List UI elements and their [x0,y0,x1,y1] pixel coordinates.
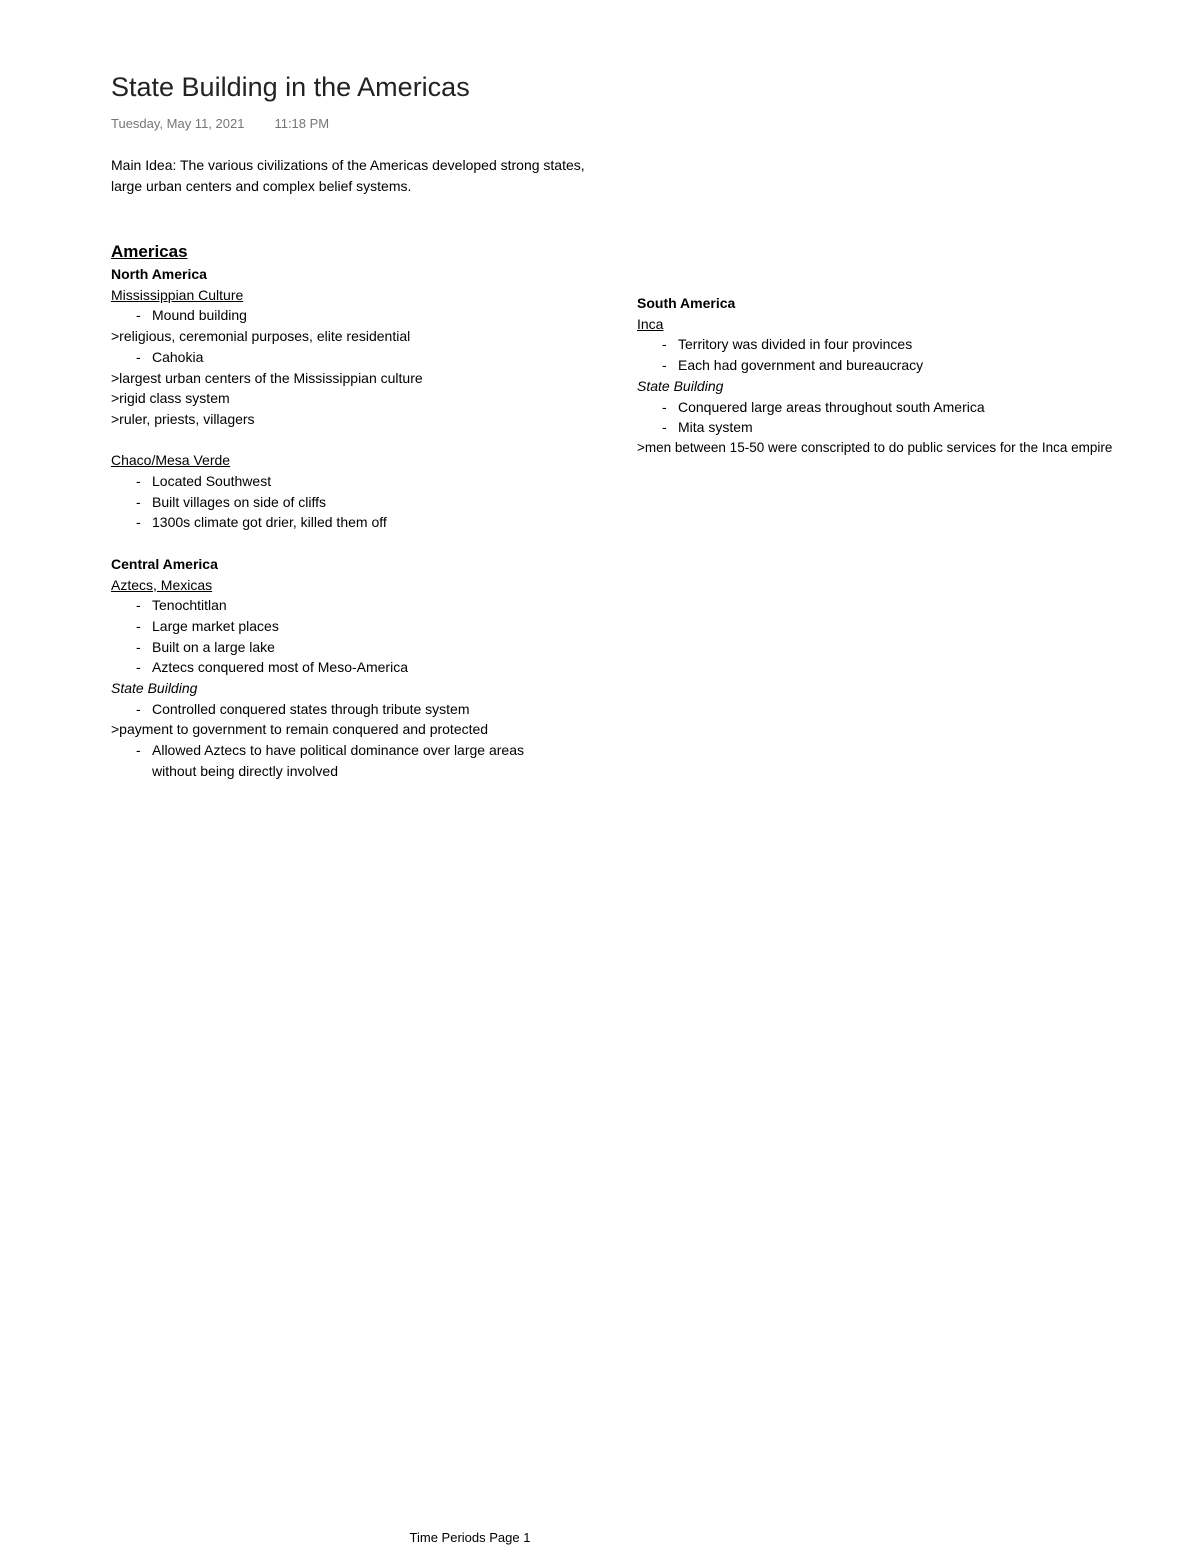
heading-inca: Inca [637,315,664,332]
bullet-glyph: - [662,357,667,374]
bullet-glyph: - [662,336,667,353]
bullet-glyph: - [136,659,141,676]
list-item: - Mita system [637,417,1112,438]
bullet-glyph: - [662,398,667,415]
heading-central-america: Central America [111,555,218,572]
bullet-glyph: - [136,742,141,759]
list-item: - Tenochtitlan [111,595,578,616]
bullet-glyph: - [136,493,141,510]
list-item: - Located Southwest [111,471,578,492]
page-time: 11:18 PM [274,116,330,131]
list-item: - Mound building [111,305,578,326]
note-line: >religious, ceremonial purposes, elite residential [111,328,411,345]
note-line: >ruler, priests, villagers [111,410,255,427]
list-item: - Territory was divided in four provinces [637,334,1112,355]
list-item: - Built villages on side of cliffs [111,492,578,513]
page-footer: Time Periods Page 1 [409,1530,531,1545]
spacer [111,533,578,554]
list-item: - Built on a large lake [111,637,578,658]
heading-state-building-central: State Building [111,680,198,697]
list-item: - Cahokia [111,347,578,368]
heading-chaco-mesa-verde: Chaco/Mesa Verde [111,452,231,469]
bullet-glyph: - [136,348,141,365]
bullet-glyph: - [136,307,141,324]
heading-americas: Americas [111,242,188,261]
heading-aztecs-mexicas: Aztecs, Mexicas [111,576,213,593]
bullet-glyph: - [136,700,141,717]
heading-state-building-south: State Building [637,377,724,394]
main-idea-text: Main Idea: The various civilizations of the Americas developed strong states, large urban centers and complex belief systems. [111,157,585,194]
page-title: State Building in the Americas [111,72,470,102]
bullet-glyph: - [136,617,141,634]
heading-mississippian-culture: Mississippian Culture [111,286,244,303]
bullet-glyph: - [136,514,141,531]
list-item: - Allowed Aztecs to have political dominance over large areas without being directly involved [136,742,524,779]
heading-south-america: South America [637,295,736,311]
note-line: >payment to government to remain conquered and protected [111,721,489,738]
list-item: - Conquered large areas throughout south America [637,397,1112,418]
bullet-glyph: - [136,638,141,655]
bullet-glyph: - [136,597,141,614]
note-line: >largest urban centers of the Mississippian culture [111,369,423,386]
right-column [637,293,1112,459]
spacer [111,430,578,451]
note-line: >men between 15-50 were conscripted to do public services for the Inca empire [637,439,1113,455]
bullet-glyph: - [662,419,667,436]
list-item: - Controlled conquered states through tribute system [111,699,578,720]
page-date: Tuesday, May 11, 2021 [111,116,245,131]
bullet-glyph: - [136,473,141,490]
page-timestamp [111,116,329,131]
heading-north-america: North America [111,266,207,282]
note-line: >rigid class system [111,390,230,407]
list-item: - Aztecs conquered most of Meso-America [111,657,578,678]
list-item: - Large market places [111,616,578,637]
list-item: - Each had government and bureaucracy [637,355,1112,376]
list-item: - 1300s climate got drier, killed them off [111,512,578,533]
left-column [111,240,578,782]
